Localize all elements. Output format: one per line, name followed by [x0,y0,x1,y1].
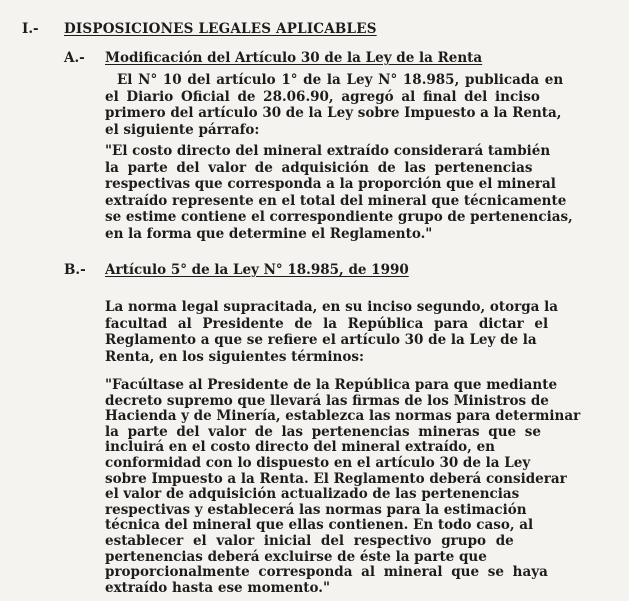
section-a-title: Modificación del Artículo 30 de la Ley de la Renta [105,50,483,66]
quote-line: conformidad con lo dispuesto en el artículo 30 de la Ley [105,454,531,471]
section-b-title: Artículo 5° de la Ley N° 18.985, de 1990 [105,262,409,278]
quote-line: respectivas que corresponda a la proporción que el mineral [105,176,556,192]
quote-line: "Facúltase al Presidente de la República para que mediante [105,377,558,393]
quote-line: pertenencias deberá excluirse de éste la parte que [105,548,487,565]
quote-line: Hacienda y de Minería, establezca las normas para determinar [105,408,581,425]
quote-line: técnica del mineral que ellas contienen. En todo caso, al [105,517,534,534]
text-line: La norma legal supracitada, en su inciso segundo, otorga la [105,299,559,315]
text-line: El N° 10 del artículo 1° de la Ley N° 18.985, publicada en [117,72,564,88]
text-line: primero del artículo 30 de la Ley sobre Impuesto a la Renta, [105,105,562,121]
text-line: el siguiente párrafo: [105,121,260,138]
section-b-label: B.- [64,262,86,278]
section-a-quote [105,143,605,242]
section-a-paragraph [105,72,605,138]
quote-line: sobre Impuesto a la Renta. El Reglamento deberá considerar [105,470,567,487]
quote-line: proporcionalmente corresponda al mineral que se haya [105,564,548,581]
quote-line: establecer el valor inicial del respectivo grupo de [105,532,514,549]
quote-line: "El costo directo del mineral extraído considerará también [105,143,551,159]
text-line: Renta, en los siguientes términos: [105,348,364,365]
quote-line: la parte del valor de adquisición de las pertenencias [105,159,533,176]
quote-line: extraído represente en el total del mineral que técnicamente [105,192,567,209]
quote-line: decreto supremo que llevará las firmas de los Ministros de [105,392,549,409]
section-a-label: A.- [64,50,85,66]
quote-line: el valor de adquisición actualizado de las pertenencias [105,486,520,503]
quote-line: la parte del valor de las pertenencias mineras que se [105,423,541,440]
text-line: Reglamento a que se refiere el artículo 30 de la Ley de la [105,332,537,348]
text-line: el Diario Oficial de 28.06.90, agregó al final del inciso [105,88,540,105]
section-b-paragraph [105,299,605,365]
quote-line: se estime contiene el correspondiente grupo de pertenencias, [105,209,573,225]
quote-line: incluirá en el costo directo del mineral extraído, en [105,439,495,456]
section-b-quote [105,378,605,596]
quote-line: en la forma que determine el Reglamento." [105,225,433,242]
quote-line: respectivas y establecerá las normas para la estimación [105,501,527,518]
text-line: facultad al Presidente de la República para dictar el [105,315,549,332]
heading-title: DISPOSICIONES LEGALES APLICABLES [64,21,377,37]
quote-line: extraído hasta ese momento." [105,579,331,596]
heading-number: I.- [22,21,39,37]
